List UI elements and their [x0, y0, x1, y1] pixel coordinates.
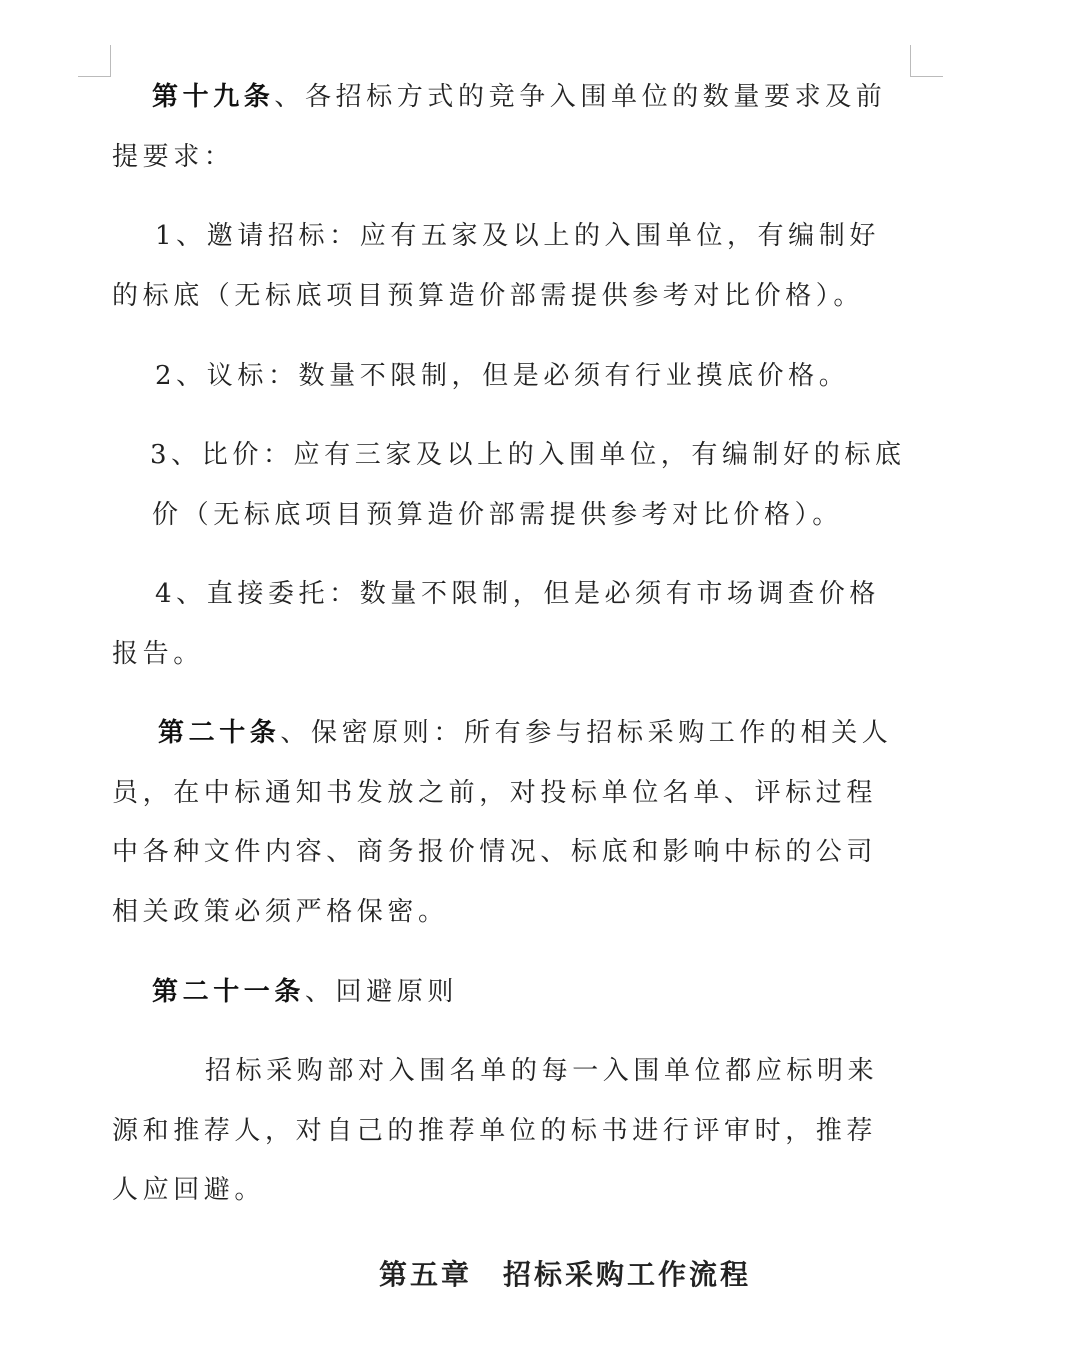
article21-line1: 招标采购部对入围名单的每一入围单位都应标明来 — [205, 1056, 879, 1086]
article19-title — [152, 80, 886, 114]
crop-mark-left-horizontal — [78, 76, 111, 77]
article20-number: 第二十条 — [158, 718, 281, 748]
article21-line2: 源和推荐人，对自己的推荐单位的标书进行评审时，推荐 — [112, 1116, 878, 1146]
article19-title-cont: 提要求： — [112, 142, 235, 172]
article20-line4: 相关政策必须严格保密。 — [112, 897, 449, 927]
item1-line2: 的标底（无标底项目预算造价部需提供参考对比价格）。 — [112, 281, 865, 311]
crop-mark-right-vertical — [910, 45, 911, 76]
item2: 2、议标：数量不限制，但是必须有行业摸底价格。 — [155, 361, 850, 391]
item3-line1: 3、比价：应有三家及以上的入围单位，有编制好的标底 — [150, 440, 906, 470]
article21-title-text: 、回避原则 — [305, 977, 459, 1007]
item1-line1: 1、邀请招标：应有五家及以上的入围单位，有编制好 — [155, 221, 880, 251]
crop-mark-right-horizontal — [910, 76, 943, 77]
article20-text: 、保密原则：所有参与招标采购工作的相关人 — [280, 718, 893, 748]
chapter-heading: 第五章 招标采购工作流程 — [378, 1258, 751, 1291]
item4-line1: 4、直接委托：数量不限制，但是必须有市场调查价格 — [155, 579, 880, 609]
crop-mark-left-vertical — [110, 45, 111, 76]
article20-line1 — [158, 716, 892, 750]
article21-title — [152, 975, 458, 1009]
item4-line2: 报告。 — [112, 639, 204, 669]
article19-title-text: 、各招标方式的竞争入围单位的数量要求及前 — [274, 82, 887, 112]
item3-line2: 价（无标底项目预算造价部需提供参考对比价格）。 — [152, 500, 843, 530]
article21-line3: 人应回避。 — [112, 1175, 266, 1205]
article21-number: 第二十一条 — [152, 977, 306, 1007]
article20-line2: 员，在中标通知书发放之前，对投标单位名单、评标过程 — [112, 778, 878, 808]
article20-line3: 中各种文件内容、商务报价情况、标底和影响中标的公司 — [112, 837, 878, 867]
article19-number: 第十九条 — [152, 82, 275, 112]
